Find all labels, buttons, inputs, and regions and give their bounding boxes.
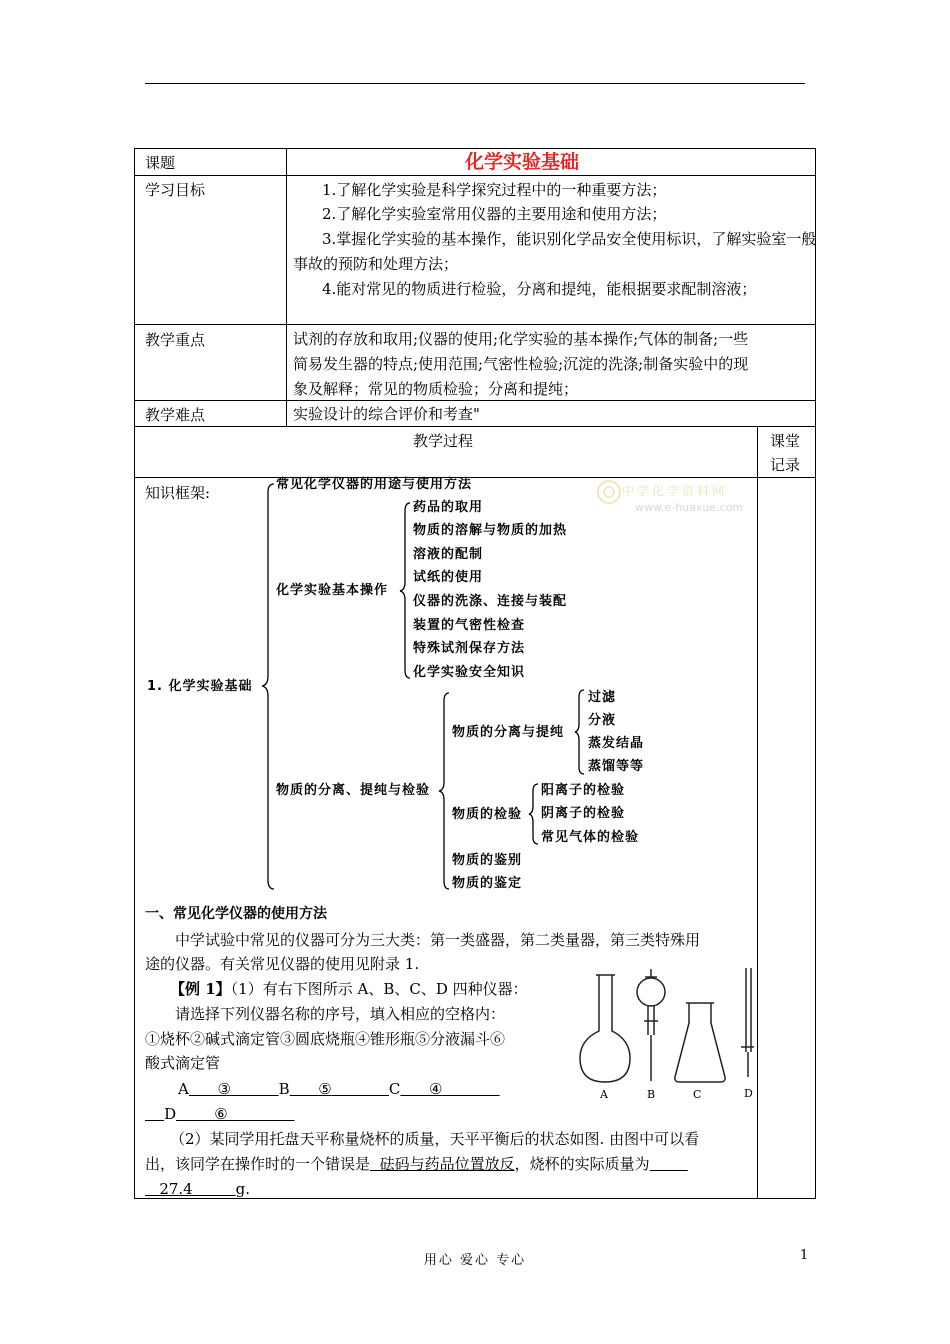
label-keti: 课题: [145, 154, 176, 172]
answer-line-1: [178, 1077, 500, 1101]
focus-1: 试剂的存放和取用;仪器的使用;化学实验的基本操作;气体的制备;一些: [293, 330, 749, 348]
framework-label: 知识框架:: [145, 484, 211, 502]
q2-line-1: （2）某同学用托盘天平称量烧杯的质量，天平平衡后的状态如图. 由图中可以看: [170, 1130, 700, 1148]
goal-4: 4.能对常见的物质进行检验，分离和提纯，能根据要求配制溶液；: [322, 280, 757, 298]
page-number: 1: [800, 1248, 809, 1263]
record-header-2: 记录: [770, 456, 801, 474]
goal-1: 1.了解化学实验是科学探究过程中的一种重要方法；: [322, 181, 667, 199]
label-goals: 学习目标: [145, 181, 206, 199]
fw-b2-item: 化学实验安全知识: [413, 665, 526, 680]
watermark-text: 中学化学资料网: [622, 484, 728, 498]
fw-sep-item: 过滤: [588, 690, 617, 705]
page-title: 化学实验基础: [464, 151, 579, 173]
answer-b: ⑤: [318, 1080, 332, 1098]
fig-label-b: B: [647, 1088, 656, 1101]
answer-d-blank: [176, 1105, 294, 1123]
fw-b3-more: 物质的鉴别: [452, 853, 523, 868]
fw-detection: 物质的检验: [452, 807, 523, 822]
section-heading: 一、常见化学仪器的使用方法: [145, 906, 327, 922]
goal-3: 3.掌握化学实验的基本操作，能识别化学品安全使用标识，了解实验室一般: [322, 230, 817, 248]
answer-c-label: C: [388, 1080, 401, 1098]
answer-c: ④: [429, 1080, 443, 1098]
answer-a: ③: [217, 1080, 231, 1098]
fw-sep-item: 蒸发结晶: [588, 736, 645, 751]
answer-c-blank: [400, 1080, 499, 1098]
fw-b3-more: 物质的鉴定: [452, 876, 523, 891]
answer-d: ⑥: [214, 1105, 228, 1123]
q2-error-answer: 砝码与药品位置放反: [379, 1155, 515, 1173]
fw-branch-1: 常见化学仪器的用途与使用方法: [276, 477, 473, 492]
q2-line-2: 出，该同学在操作时的一个错误是 砝码与药品位置放反，烧杯的实际质量为: [145, 1155, 650, 1173]
answer-b-blank: [290, 1080, 389, 1098]
example-options-1: ①烧杯②碱式滴定管③圆底烧瓶④锥形瓶⑤分液漏斗⑥: [145, 1030, 506, 1048]
example-label: 【例 1】: [170, 980, 231, 998]
label-focus: 教学重点: [145, 331, 206, 349]
fw-branch-2: 化学实验基本操作: [276, 583, 389, 598]
fw-det-item: 阴离子的检验: [541, 806, 626, 821]
fw-root: 1. 化学实验基础: [147, 679, 253, 694]
watermark-url: www.e-huaxue.com: [635, 501, 744, 514]
label-difficult: 教学难点: [145, 406, 206, 424]
process-header: 教学过程: [413, 432, 474, 450]
fw-b2-item: 药品的取用: [413, 500, 484, 515]
section-para-2: 途的仪器。有关常见仪器的使用见附录 1.: [145, 955, 420, 973]
fig-label-d: D: [744, 1087, 753, 1100]
answer-line-2: [145, 1102, 294, 1126]
fw-b2-item: 溶液的配制: [413, 547, 484, 562]
focus-3: 象及解释；常见的物质检验；分离和提纯；: [293, 380, 579, 398]
fw-sep-item: 蒸馏等等: [588, 759, 645, 774]
answer-b-label: B: [278, 1080, 290, 1098]
focus-2: 简易发生器的特点;使用范围;气密性检验;沉淀的洗涤;制备实验中的现: [293, 355, 749, 373]
fw-separation: 物质的分离与提纯: [452, 725, 565, 740]
fig-label-c: C: [693, 1088, 702, 1101]
fw-det-item: 常见气体的检验: [541, 830, 640, 845]
difficult-text: 实验设计的综合评价和考查": [293, 405, 480, 423]
q2-mass-answer: 27.4: [159, 1180, 193, 1198]
fw-sep-item: 分液: [588, 713, 617, 728]
apparatus-figure: [570, 965, 755, 1105]
fw-b2-item: 物质的溶解与物质的加热: [413, 523, 568, 538]
answer-a-label: A: [178, 1080, 189, 1098]
fw-b2-item: 仪器的洗涤、连接与装配: [413, 594, 568, 609]
fw-b2-item: 特殊试剂保存方法: [413, 641, 526, 656]
record-header-1: 课堂: [770, 432, 801, 450]
fw-branch-3: 物质的分离、提纯与检验: [276, 783, 431, 798]
example-q1: （1）有右下图所示 A、B、C、D 四种仪器：: [230, 980, 528, 998]
example-line: [170, 977, 528, 1001]
fig-label-a: A: [600, 1088, 608, 1101]
fw-b2-item: 装置的气密性检查: [413, 618, 526, 633]
footer-text: 用心 爱心 专心: [423, 1253, 527, 1268]
fw-det-item: 阳离子的检验: [541, 783, 626, 798]
answer-a-blank: [189, 1080, 279, 1098]
section-para-1: 中学试验中常见的仪器可分为三大类：第一类盛器，第二类量器，第三类特殊用: [175, 931, 701, 949]
q2-line-3: 27.4 g.: [159, 1180, 251, 1198]
fw-b2-item: 试纸的使用: [413, 570, 484, 585]
example-instruction: 请选择下列仪器名称的序号，填入相应的空格内：: [175, 1005, 506, 1023]
goal-3-cont: 事故的预防和处理方法；: [293, 255, 459, 273]
answer-d-label: D: [164, 1105, 177, 1123]
example-options-2: 酸式滴定管: [145, 1054, 221, 1072]
goal-2: 2.了解化学实验室常用仪器的主要用途和使用方法；: [322, 205, 667, 223]
